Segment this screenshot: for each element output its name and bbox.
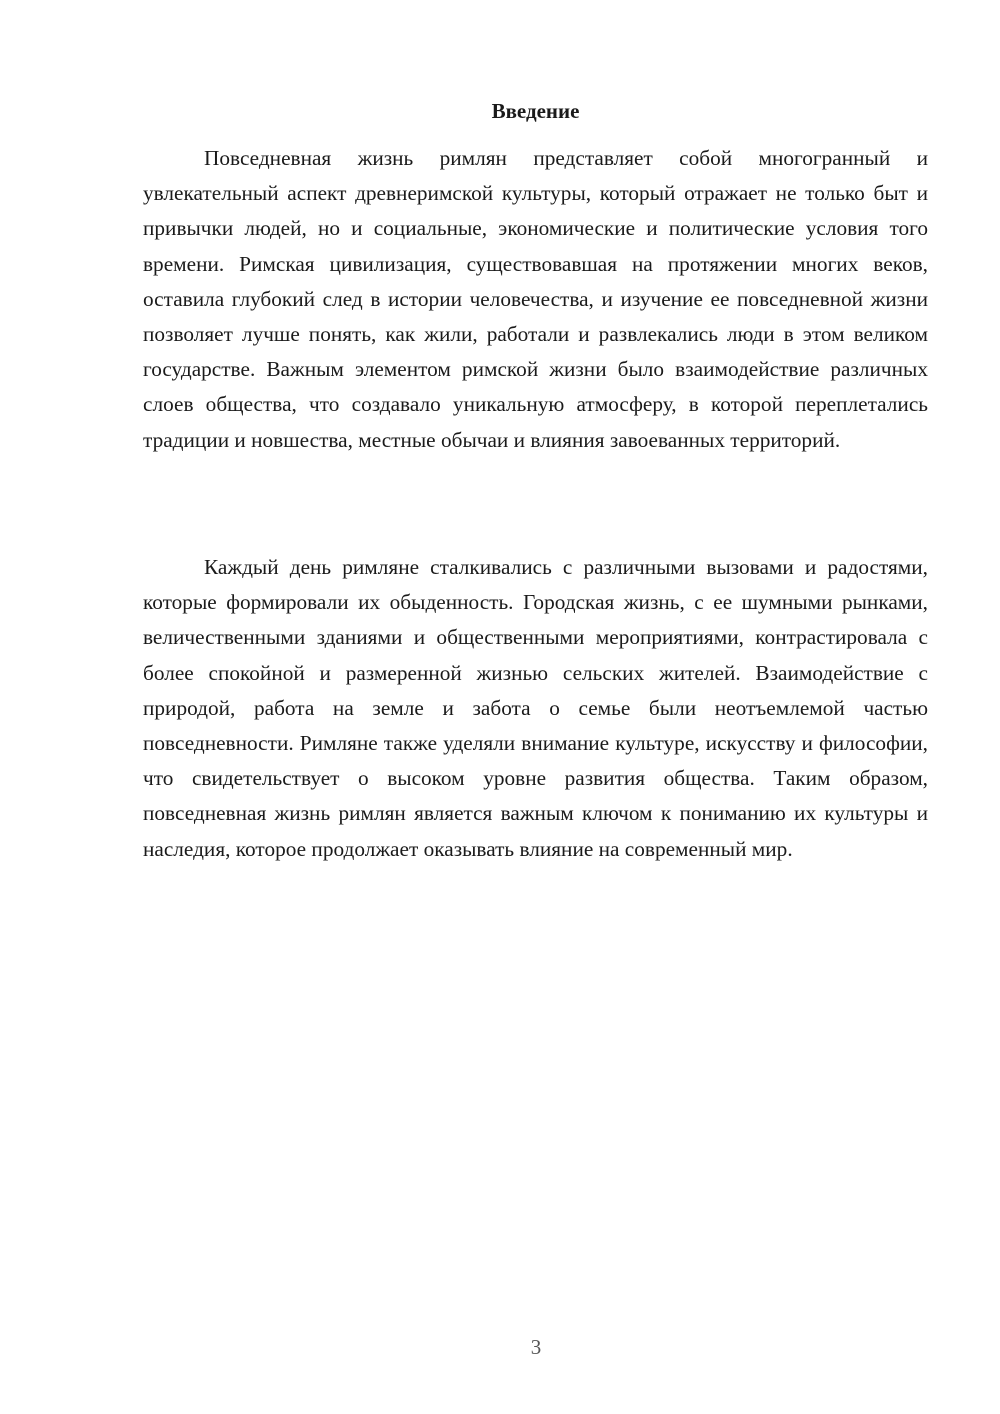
page-number: 3 xyxy=(530,1335,542,1359)
intro-paragraph-2: Каждый день римляне сталкивались с различными вызовами и радостями, которые формировали их обыденность. Городская жизнь, с ее шумными рынками, величественными зданиями и общественными мероприятиями, контрастировала с более спокойной и размеренной жизнью сельских жителей. Взаимодействие с природой, работа на земле и забота о семье были неотъемлемой частью повседневности. Римляне также уделяли внимание культуре, искусству и философии, что свидетельствует о высоком уровне развития общества. Таким образом, повседневная жизнь римлян является важным ключом к пониманию их культуры и наследия, которое продолжает оказывать влияние на современный мир. xyxy=(143,555,928,861)
intro-paragraph-1: Повседневная жизнь римлян представляет собой многогранный и увлекательный аспект древнеримской культуры, который отражает не только быт и привычки людей, но и социальные, экономические и политические условия того времени. Римская цивилизация, существовавшая на протяжении многих веков, оставила глубокий след в истории человечества, и изучение ее повседневной жизни позволяет лучше понять, как жили, работали и развлекались люди в этом великом государстве. Важным элементом римской жизни было взаимодействие различных слоев общества, что создавало уникальную атмосферу, в которой переплетались традиции и новшества, местные обычаи и влияния завоеванных территорий. xyxy=(143,146,928,452)
section-title: Введение xyxy=(491,99,580,123)
